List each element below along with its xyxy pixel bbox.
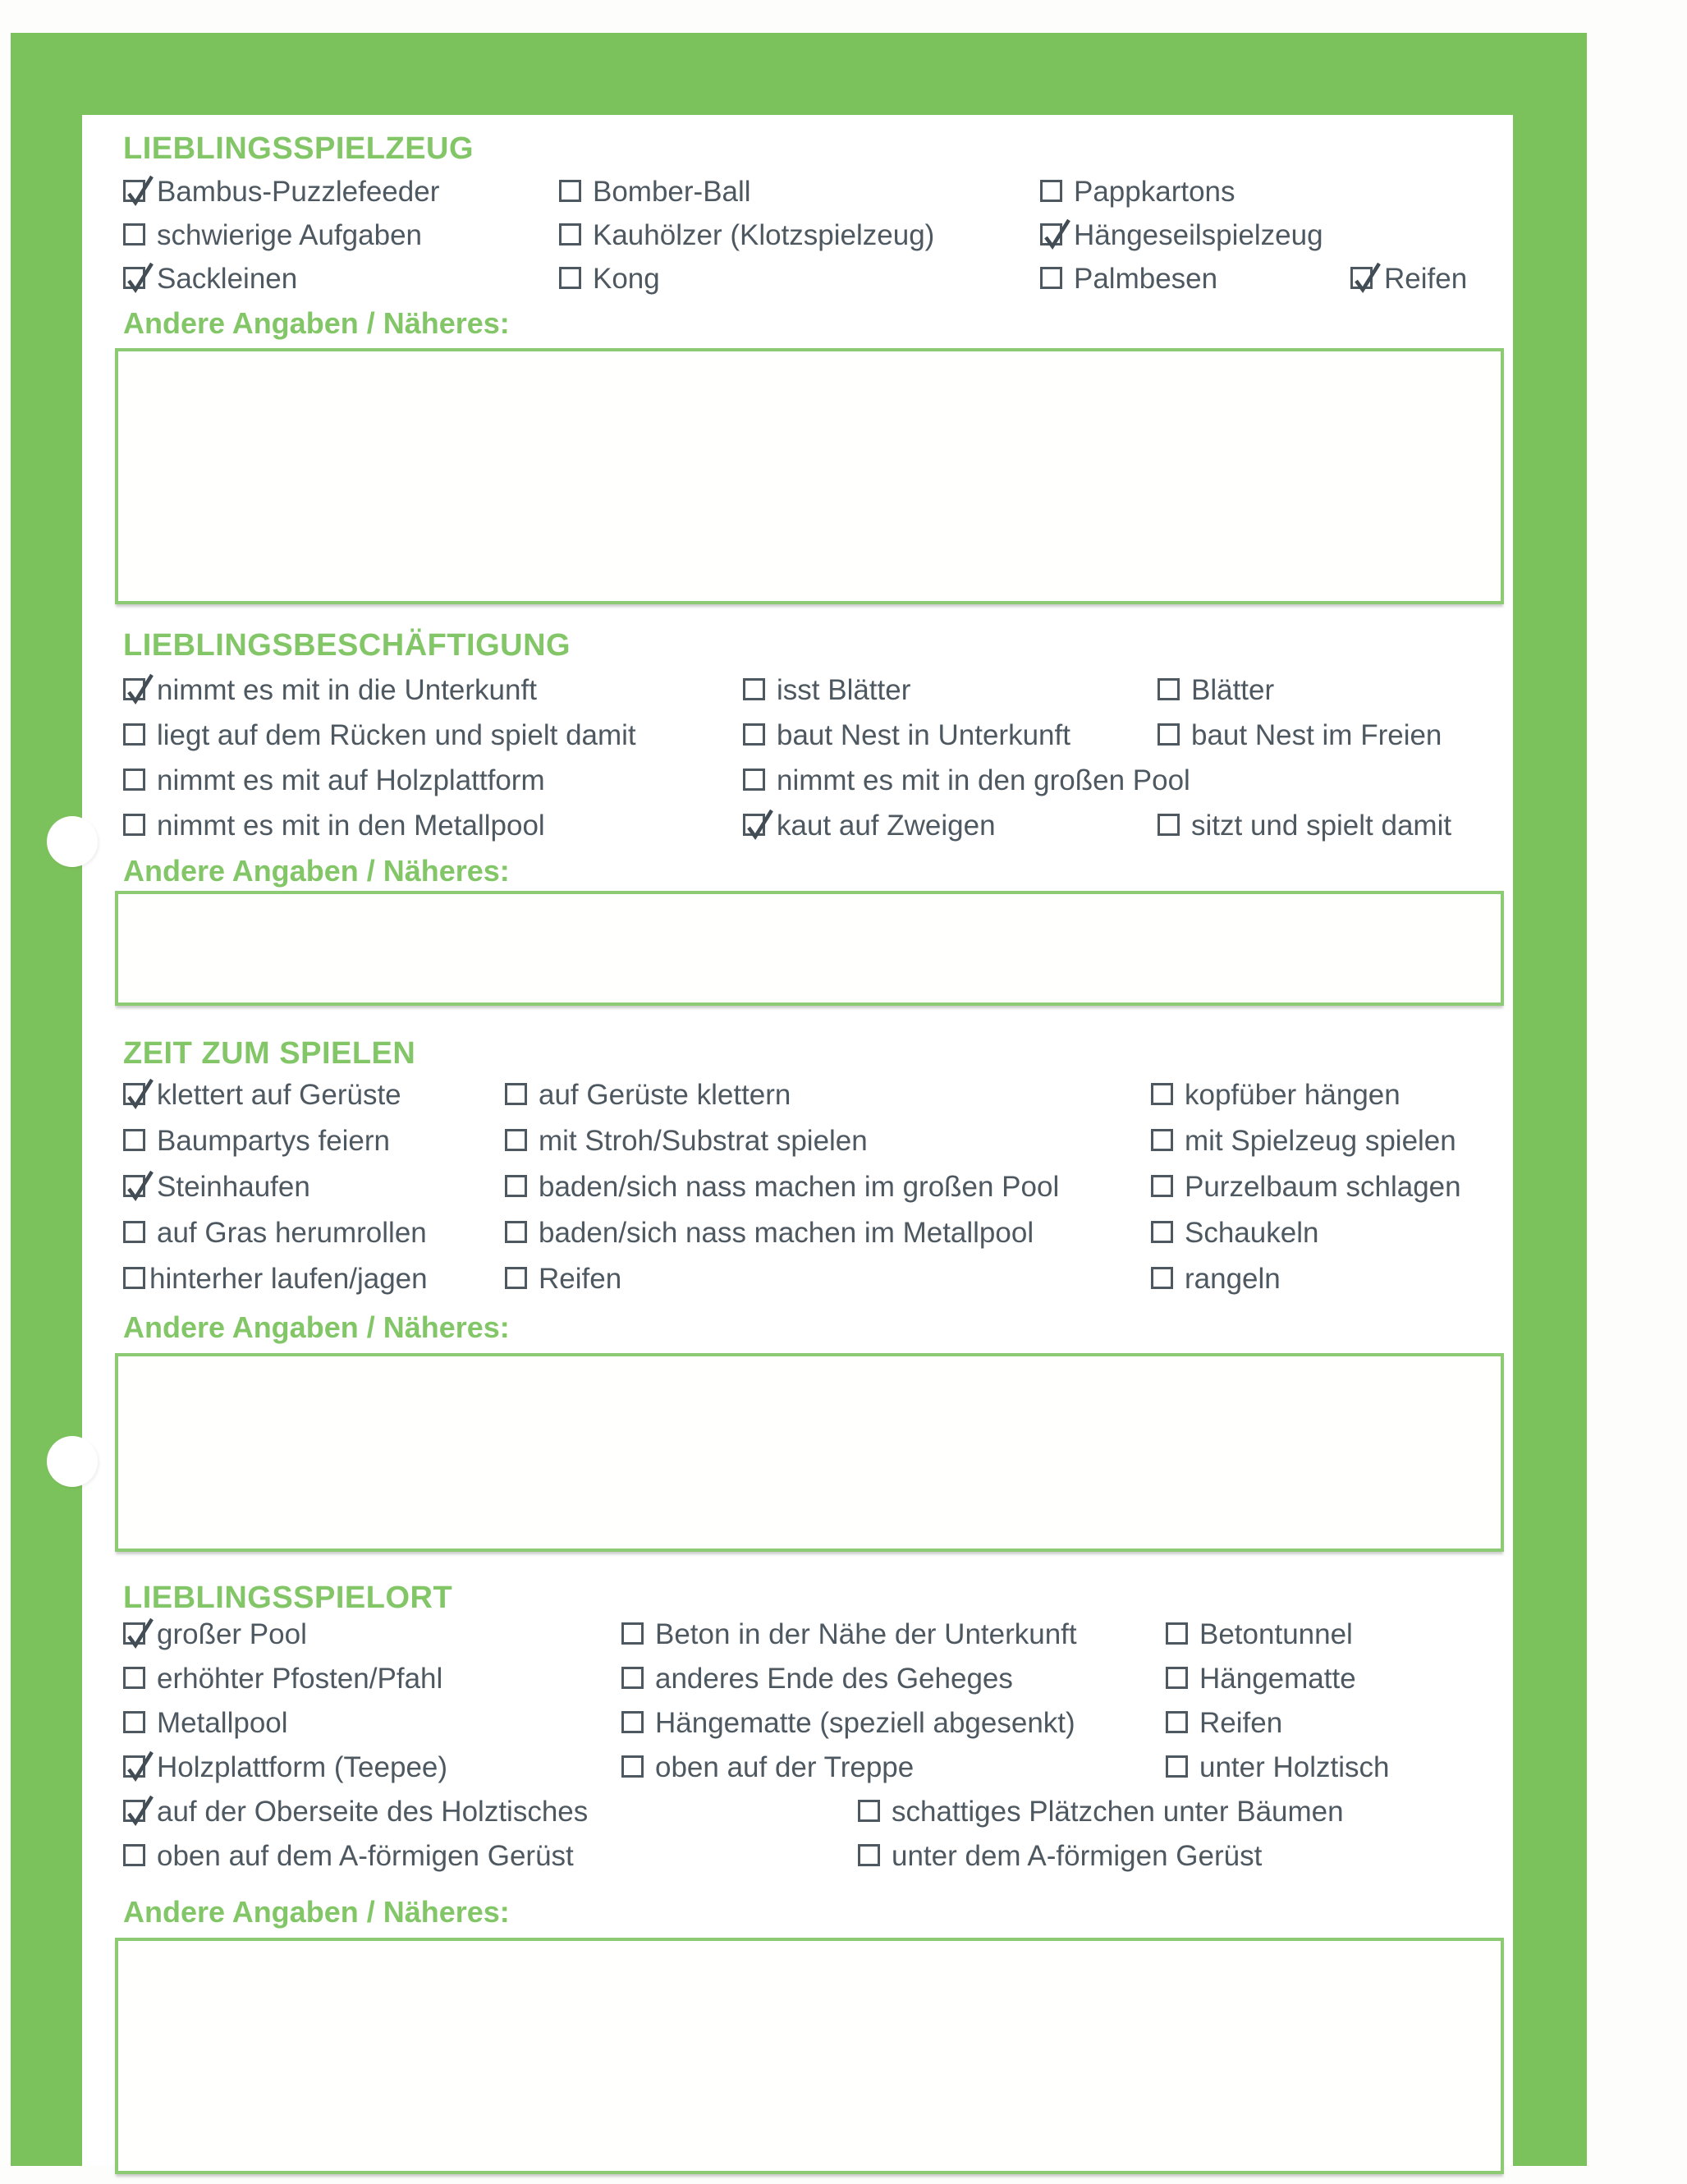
checkbox-item[interactable] bbox=[559, 264, 660, 295]
checkbox-item[interactable] bbox=[1151, 1080, 1400, 1111]
checkbox-item[interactable] bbox=[505, 1218, 1034, 1249]
checkbox[interactable] bbox=[1166, 1667, 1188, 1689]
checkbox-item[interactable] bbox=[123, 1841, 574, 1872]
hole-punch bbox=[47, 1436, 98, 1487]
checkbox-label: Bambus-Puzzlefeeder bbox=[157, 176, 440, 208]
checkbox-label: nimmt es mit auf Holzplattform bbox=[157, 764, 545, 796]
other-info-label: Andere Angaben / Näheres: bbox=[123, 306, 510, 340]
checkbox-item[interactable] bbox=[1151, 1172, 1461, 1203]
checkbox-label: Kong bbox=[593, 263, 660, 295]
checkbox-item[interactable] bbox=[123, 177, 439, 208]
checkbox-item[interactable] bbox=[123, 264, 297, 295]
other-info-label: Andere Angaben / Näheres: bbox=[123, 1310, 510, 1344]
checkbox-label: großer Pool bbox=[157, 1618, 307, 1650]
checkbox-label: baut Nest im Freien bbox=[1191, 719, 1442, 751]
check-icon bbox=[124, 259, 155, 295]
checkbox[interactable] bbox=[621, 1667, 644, 1689]
checkbox-label: Palmbesen bbox=[1074, 263, 1218, 295]
checkbox-item[interactable] bbox=[621, 1752, 914, 1783]
check-icon bbox=[124, 1075, 155, 1111]
checkbox[interactable] bbox=[858, 1800, 880, 1822]
checkbox[interactable] bbox=[123, 180, 145, 202]
checkbox-label: isst Blätter bbox=[777, 674, 911, 706]
checkbox[interactable] bbox=[1151, 1175, 1173, 1197]
checkbox[interactable] bbox=[1166, 1755, 1188, 1778]
checkbox-item[interactable] bbox=[1151, 1264, 1281, 1295]
checkbox-item[interactable] bbox=[858, 1796, 1344, 1828]
checkbox[interactable] bbox=[858, 1844, 880, 1866]
checkbox-item[interactable] bbox=[123, 1080, 401, 1111]
checkbox-label: auf Gerüste klettern bbox=[539, 1079, 791, 1111]
checkbox[interactable] bbox=[123, 267, 145, 289]
checkbox-item[interactable] bbox=[123, 220, 422, 251]
checkbox-label: unter dem A-förmigen Gerüst bbox=[892, 1840, 1263, 1872]
checkbox-item[interactable] bbox=[123, 1619, 307, 1650]
checkbox[interactable] bbox=[559, 267, 581, 289]
checkbox[interactable] bbox=[123, 1844, 145, 1866]
checkbox[interactable] bbox=[123, 223, 145, 245]
checkbox[interactable] bbox=[621, 1622, 644, 1645]
other-info-label: Andere Angaben / Näheres: bbox=[123, 1895, 510, 1929]
checkbox-label: baut Nest in Unterkunft bbox=[777, 719, 1070, 751]
checkbox-item[interactable] bbox=[1166, 1708, 1282, 1739]
checkbox[interactable] bbox=[743, 678, 765, 700]
checkbox[interactable] bbox=[1166, 1622, 1188, 1645]
checkbox-item[interactable] bbox=[559, 177, 751, 208]
checkbox-label: Beton in der Nähe der Unterkunft bbox=[655, 1618, 1077, 1650]
checkbox-item[interactable] bbox=[505, 1126, 868, 1157]
checkbox-item[interactable] bbox=[123, 1796, 588, 1828]
checkbox-item[interactable] bbox=[858, 1841, 1262, 1872]
checkbox-label: mit Stroh/Substrat spielen bbox=[539, 1125, 868, 1157]
checkbox-label: Reifen bbox=[1384, 263, 1468, 295]
checkbox-item[interactable] bbox=[743, 765, 1190, 796]
checkbox-label: erhöhter Pfosten/Pfahl bbox=[157, 1663, 443, 1695]
checkbox-item[interactable] bbox=[743, 675, 910, 706]
checkbox-label: schwierige Aufgaben bbox=[157, 219, 422, 251]
checkbox[interactable] bbox=[1151, 1221, 1173, 1243]
check-icon bbox=[124, 1747, 155, 1783]
checkbox[interactable] bbox=[123, 1221, 145, 1243]
checkbox-label: unter Holztisch bbox=[1199, 1751, 1390, 1783]
checkbox-label: auf der Oberseite des Holztisches bbox=[157, 1796, 589, 1828]
checkbox-label: nimmt es mit in den Metallpool bbox=[157, 810, 545, 842]
checkbox[interactable] bbox=[123, 1129, 145, 1151]
checkbox-label: Schaukeln bbox=[1185, 1217, 1319, 1249]
checkbox-item[interactable] bbox=[1040, 264, 1217, 295]
checkbox[interactable] bbox=[1350, 267, 1373, 289]
checkbox[interactable] bbox=[1151, 1083, 1173, 1105]
checkbox-label: mit Spielzeug spielen bbox=[1185, 1125, 1456, 1157]
checkbox-item[interactable] bbox=[1166, 1619, 1353, 1650]
checkbox[interactable] bbox=[505, 1267, 527, 1289]
check-icon bbox=[1351, 259, 1382, 295]
checkbox-label: Bomber-Ball bbox=[593, 176, 751, 208]
checkbox-label: Pappkartons bbox=[1074, 176, 1235, 208]
checkbox-label: Hängematte bbox=[1199, 1663, 1356, 1695]
checkbox-label: oben auf der Treppe bbox=[655, 1751, 915, 1783]
checkbox-label: Purzelbaum schlagen bbox=[1185, 1171, 1461, 1203]
checkbox[interactable] bbox=[1151, 1129, 1173, 1151]
checkbox[interactable] bbox=[123, 814, 145, 836]
checkbox-label: Reifen bbox=[1199, 1707, 1283, 1739]
other-info-box[interactable] bbox=[115, 1353, 1504, 1552]
checkbox-label: hinterher laufen/jagen bbox=[149, 1263, 428, 1295]
checkbox[interactable] bbox=[123, 1711, 145, 1733]
checkbox-item[interactable] bbox=[1151, 1126, 1456, 1157]
checkbox[interactable] bbox=[1166, 1711, 1188, 1733]
checkbox-label: sitzt und spielt damit bbox=[1191, 810, 1452, 842]
check-icon bbox=[124, 1614, 155, 1650]
checkbox[interactable] bbox=[621, 1711, 644, 1733]
checkbox-label: Hängeseilspielzeug bbox=[1074, 219, 1323, 251]
checkbox[interactable] bbox=[743, 814, 765, 836]
section-title: LIEBLINGSSPIELORT bbox=[123, 1581, 453, 1615]
checkbox[interactable] bbox=[1158, 814, 1180, 836]
checkbox-item[interactable] bbox=[621, 1619, 1077, 1650]
checkbox-label: schattiges Plätzchen unter Bäumen bbox=[892, 1796, 1344, 1828]
checkbox[interactable] bbox=[505, 1221, 527, 1243]
checkbox-label: Sackleinen bbox=[157, 263, 298, 295]
checkbox-label: baden/sich nass machen im großen Pool bbox=[539, 1171, 1060, 1203]
checkbox-item[interactable] bbox=[123, 1172, 310, 1203]
checkbox[interactable] bbox=[123, 1800, 145, 1822]
other-info-box[interactable] bbox=[115, 1938, 1504, 2174]
checkbox[interactable] bbox=[1040, 180, 1062, 202]
checkbox-item[interactable] bbox=[1166, 1752, 1389, 1783]
checkbox-item[interactable] bbox=[123, 1126, 390, 1157]
checkbox-item[interactable] bbox=[559, 220, 934, 251]
checkbox-label: Blätter bbox=[1191, 674, 1275, 706]
checkbox[interactable] bbox=[505, 1129, 527, 1151]
checkbox-item[interactable] bbox=[1151, 1218, 1318, 1249]
checkbox-item[interactable] bbox=[1166, 1663, 1356, 1695]
checkbox-item[interactable] bbox=[123, 1663, 442, 1695]
checkbox-item[interactable] bbox=[505, 1172, 1059, 1203]
checkbox-item[interactable] bbox=[505, 1264, 621, 1295]
checkbox[interactable] bbox=[123, 1083, 145, 1105]
checkbox[interactable] bbox=[559, 180, 581, 202]
checkbox[interactable] bbox=[123, 1175, 145, 1197]
checkbox[interactable] bbox=[743, 723, 765, 746]
checkbox-item[interactable] bbox=[743, 720, 1070, 751]
checkbox-item[interactable] bbox=[743, 810, 996, 842]
checkbox-label: oben auf dem A-förmigen Gerüst bbox=[157, 1840, 574, 1872]
checkbox-label: baden/sich nass machen im Metallpool bbox=[539, 1217, 1034, 1249]
checkbox-item[interactable] bbox=[1158, 675, 1274, 706]
check-icon bbox=[124, 172, 155, 208]
checkbox[interactable] bbox=[123, 1755, 145, 1778]
checkbox-item[interactable] bbox=[621, 1663, 1013, 1695]
checkbox[interactable] bbox=[1040, 223, 1062, 245]
checkbox-label: Kauhölzer (Klotzspielzeug) bbox=[593, 219, 935, 251]
checkbox-label: anderes Ende des Geheges bbox=[655, 1663, 1013, 1695]
checkbox[interactable] bbox=[123, 1267, 145, 1289]
checkbox[interactable] bbox=[123, 1667, 145, 1689]
checkbox-label: kaut auf Zweigen bbox=[777, 810, 996, 842]
checkbox[interactable] bbox=[743, 769, 765, 791]
checkbox-item[interactable] bbox=[1158, 720, 1442, 751]
checkbox-label: auf Gras herumrollen bbox=[157, 1217, 427, 1249]
checkbox[interactable] bbox=[123, 723, 145, 746]
checkbox[interactable] bbox=[1158, 723, 1180, 746]
checkbox-label: nimmt es mit in den großen Pool bbox=[777, 764, 1190, 796]
checkbox-item[interactable] bbox=[505, 1080, 791, 1111]
checkbox-label: Betontunnel bbox=[1199, 1618, 1353, 1650]
checkbox-label: Hängematte (speziell abgesenkt) bbox=[655, 1707, 1075, 1739]
check-icon bbox=[124, 1792, 155, 1828]
checkbox[interactable] bbox=[505, 1175, 527, 1197]
checkbox-item[interactable] bbox=[123, 810, 545, 842]
section-title: LIEBLINGSSPIELZEUG bbox=[123, 131, 474, 166]
checkbox-item[interactable] bbox=[1040, 177, 1235, 208]
hole-punch bbox=[47, 816, 98, 867]
checkbox-item[interactable] bbox=[1158, 810, 1451, 842]
checkbox-item[interactable] bbox=[123, 720, 636, 751]
checkbox-item[interactable] bbox=[1350, 264, 1467, 295]
checkbox-label: Holzplattform (Teepee) bbox=[157, 1751, 448, 1783]
checkbox[interactable] bbox=[123, 769, 145, 791]
checkbox-label: klettert auf Gerüste bbox=[157, 1079, 401, 1111]
checkbox-item[interactable] bbox=[123, 675, 537, 706]
check-icon bbox=[1041, 215, 1072, 251]
checkbox-label: rangeln bbox=[1185, 1263, 1281, 1295]
checkbox-item[interactable] bbox=[123, 1708, 288, 1739]
checkbox[interactable] bbox=[505, 1083, 527, 1105]
other-info-box[interactable] bbox=[115, 891, 1504, 1006]
checkbox-item[interactable] bbox=[123, 1264, 428, 1295]
checkbox[interactable] bbox=[1158, 678, 1180, 700]
check-icon bbox=[744, 805, 775, 842]
checkbox[interactable] bbox=[1151, 1267, 1173, 1289]
checkbox-label: Baumpartys feiern bbox=[157, 1125, 391, 1157]
checkbox-item[interactable] bbox=[1040, 220, 1323, 251]
checkbox[interactable] bbox=[559, 223, 581, 245]
checkbox-label: nimmt es mit in die Unterkunft bbox=[157, 674, 537, 706]
section-title: LIEBLINGSBESCHÄFTIGUNG bbox=[123, 628, 571, 663]
check-icon bbox=[124, 1167, 155, 1203]
check-icon bbox=[124, 670, 155, 706]
checkbox[interactable] bbox=[621, 1755, 644, 1778]
checkbox-label: Metallpool bbox=[157, 1707, 288, 1739]
checkbox-item[interactable] bbox=[123, 1752, 447, 1783]
other-info-box[interactable] bbox=[115, 348, 1504, 604]
section-title: ZEIT ZUM SPIELEN bbox=[123, 1036, 416, 1071]
checkbox-label: liegt auf dem Rücken und spielt damit bbox=[157, 719, 636, 751]
checkbox-label: Steinhaufen bbox=[157, 1171, 310, 1203]
checkbox-label: Reifen bbox=[539, 1263, 622, 1295]
checkbox[interactable] bbox=[123, 678, 145, 700]
checkbox[interactable] bbox=[1040, 267, 1062, 289]
checkbox-label: kopfüber hängen bbox=[1185, 1079, 1400, 1111]
checkbox-item[interactable] bbox=[123, 1218, 427, 1249]
checkbox-item[interactable] bbox=[621, 1708, 1075, 1739]
checkbox-item[interactable] bbox=[123, 765, 545, 796]
checkbox[interactable] bbox=[123, 1622, 145, 1645]
other-info-label: Andere Angaben / Näheres: bbox=[123, 854, 510, 888]
